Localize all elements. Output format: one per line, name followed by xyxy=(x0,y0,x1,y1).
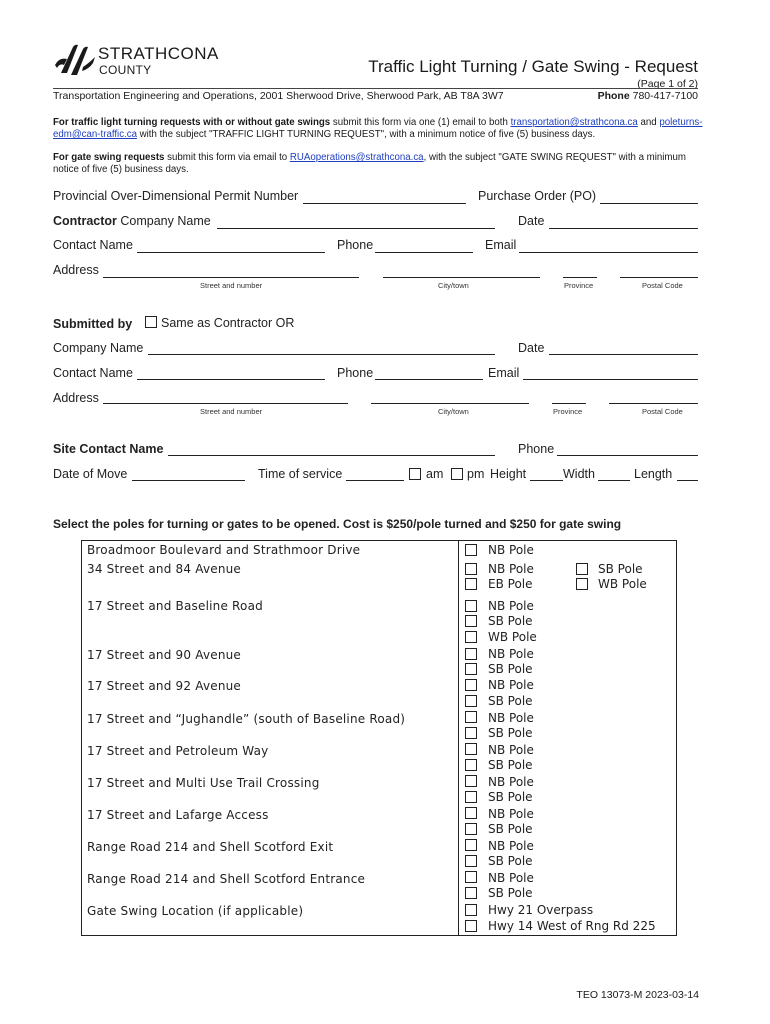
email-link-poleturns[interactable]: poleturns-edm@can-traffic.ca xyxy=(53,117,703,140)
checkbox-shell-entrance-nb[interactable] xyxy=(465,871,477,883)
submitter-address-label: Address xyxy=(53,391,99,405)
checkbox-34st-nb[interactable] xyxy=(465,563,477,575)
checkbox-broadmoor-nb[interactable] xyxy=(465,544,477,556)
height-field[interactable] xyxy=(530,480,563,481)
location-rr214-shell-exit: Range Road 214 and Shell Scotford Exit xyxy=(87,840,334,854)
checkbox-90ave-sb[interactable] xyxy=(465,663,477,675)
contractor-province-caption: Province xyxy=(564,281,594,290)
poles-table-divider xyxy=(458,541,459,935)
county-logo xyxy=(53,43,223,79)
checkbox-jughandle-sb[interactable] xyxy=(465,727,477,739)
location-17st-trail: 17 Street and Multi Use Trail Crossing xyxy=(87,776,320,790)
instructions-gate-bold: For gate swing requests xyxy=(53,152,165,163)
submitter-postal-field[interactable] xyxy=(609,403,698,404)
checkbox-shell-exit-sb[interactable] xyxy=(465,855,477,867)
location-34st-84ave: 34 Street and 84 Avenue xyxy=(87,562,242,576)
same-as-contractor-label: Same as Contractor OR xyxy=(161,316,295,330)
checkbox-trail-nb[interactable] xyxy=(465,775,477,787)
checkbox-trail-sb[interactable] xyxy=(465,791,477,803)
same-as-contractor-checkbox[interactable] xyxy=(145,316,157,328)
option-92ave-sb: SB Pole xyxy=(488,694,533,708)
option-lafarge-nb: NB Pole xyxy=(488,807,534,821)
option-shell-exit-sb: SB Pole xyxy=(488,854,533,868)
option-baseline-nb: NB Pole xyxy=(488,599,534,613)
contractor-address-label: Address xyxy=(53,263,99,277)
strathcona-logo-mark-icon xyxy=(53,43,97,77)
logo-line1: STRATHCONA xyxy=(98,44,219,63)
option-lafarge-sb: SB Pole xyxy=(488,822,533,836)
instructions-traffic-text-a: submit this form via one (1) email to both xyxy=(330,117,511,128)
contractor-street-caption: Street and number xyxy=(200,281,263,290)
site-contact-label: Site Contact Name xyxy=(53,442,164,456)
location-gate-swing: Gate Swing Location (if applicable) xyxy=(87,904,304,918)
instructions-gate-text-b: , with the subject "GATE SWING REQUEST" with a minimum notice of five (5) business days. xyxy=(53,152,686,175)
submitter-contact-label: Contact Name xyxy=(53,366,133,380)
option-baseline-sb: SB Pole xyxy=(488,614,533,628)
checkbox-34st-eb[interactable] xyxy=(465,578,477,590)
submitter-company-field[interactable] xyxy=(148,354,495,355)
submitter-city-field[interactable] xyxy=(371,403,529,404)
checkbox-90ave-nb[interactable] xyxy=(465,648,477,660)
submitter-company-label: Company Name xyxy=(53,341,144,355)
date-of-move-label: Date of Move xyxy=(53,467,128,481)
contractor-phone-label: Phone xyxy=(337,238,374,252)
contractor-company-name-label: Company Name xyxy=(116,214,211,228)
permit-number-field[interactable] xyxy=(303,203,466,204)
location-rr214-shell-entrance: Range Road 214 and Shell Scotford Entrance xyxy=(87,872,366,886)
option-shell-entrance-sb: SB Pole xyxy=(488,886,533,900)
checkbox-shell-exit-nb[interactable] xyxy=(465,839,477,851)
option-shell-entrance-nb: NB Pole xyxy=(488,871,534,885)
width-label: Width xyxy=(563,467,595,481)
option-90ave-sb: SB Pole xyxy=(488,662,533,676)
contractor-street-field[interactable] xyxy=(103,277,359,278)
option-92ave-nb: NB Pole xyxy=(488,678,534,692)
location-17st-90ave: 17 Street and 90 Avenue xyxy=(87,648,242,662)
permit-number-label: Provincial Over-Dimensional Permit Number xyxy=(53,189,299,203)
checkbox-petroleum-sb[interactable] xyxy=(465,759,477,771)
checkbox-jughandle-nb[interactable] xyxy=(465,711,477,723)
am-label: am xyxy=(426,467,444,481)
width-field[interactable] xyxy=(598,480,630,481)
submitter-email-label: Email xyxy=(488,366,520,380)
instructions-traffic-bold: For traffic light turning requests with or without gate swings xyxy=(53,117,331,128)
option-broadmoor-nb: NB Pole xyxy=(488,543,534,557)
contractor-postal-field[interactable] xyxy=(620,277,698,278)
location-17st-baseline: 17 Street and Baseline Road xyxy=(87,599,263,613)
form-title: Traffic Light Turning / Gate Swing - Request xyxy=(368,57,698,76)
checkbox-baseline-nb[interactable] xyxy=(465,600,477,612)
checkbox-92ave-sb[interactable] xyxy=(465,695,477,707)
contractor-date-label: Date xyxy=(518,214,545,228)
site-contact-field[interactable] xyxy=(168,455,495,456)
contractor-postal-caption: Postal Code xyxy=(642,281,683,290)
instructions-traffic xyxy=(53,117,703,141)
time-of-service-field[interactable] xyxy=(346,480,404,481)
email-link-transportation[interactable]: transportation@strathcona.ca xyxy=(510,117,638,128)
page-indicator: (Page 1 of 2) xyxy=(637,78,698,90)
header-phone-label: Phone xyxy=(597,90,630,102)
option-jughandle-sb: SB Pole xyxy=(488,726,533,740)
option-trail-sb: SB Pole xyxy=(488,790,533,804)
location-17st-petroleum: 17 Street and Petroleum Way xyxy=(87,744,269,758)
contractor-phone-field[interactable] xyxy=(375,252,473,253)
poles-heading: Select the poles for turning or gates to be opened. Cost is $250/pole turned and $250 for gate swing xyxy=(53,517,622,531)
submitter-date-label: Date xyxy=(518,341,545,355)
option-hwy14-west: Hwy 14 West of Rng Rd 225 xyxy=(488,919,656,933)
header-rule xyxy=(53,88,698,89)
pm-label: pm xyxy=(467,467,485,481)
option-petroleum-sb: SB Pole xyxy=(488,758,533,772)
submitter-city-caption: City/town xyxy=(438,407,469,416)
option-34st-wb: WB Pole xyxy=(598,577,647,591)
contractor-bold-label: Contractor xyxy=(53,214,117,228)
instructions-gate xyxy=(53,152,703,176)
contractor-email-field[interactable] xyxy=(519,252,698,253)
submitter-province-field[interactable] xyxy=(552,403,586,404)
location-broadmoor-strathmoor: Broadmoor Boulevard and Strathmoor Drive xyxy=(87,543,361,557)
checkbox-petroleum-nb[interactable] xyxy=(465,743,477,755)
instructions-traffic-text-b: and xyxy=(637,117,660,128)
submitter-street-field[interactable] xyxy=(103,403,348,404)
location-17st-jughandle: 17 Street and “Jughandle” (south of Baseline Road) xyxy=(87,712,406,726)
contractor-date-field[interactable] xyxy=(549,228,698,229)
pm-checkbox[interactable] xyxy=(451,468,463,480)
checkbox-lafarge-sb[interactable] xyxy=(465,823,477,835)
submitter-postal-caption: Postal Code xyxy=(642,407,683,416)
submitter-email-field[interactable] xyxy=(523,379,698,380)
contractor-province-field[interactable] xyxy=(563,277,597,278)
checkbox-baseline-sb[interactable] xyxy=(465,615,477,627)
length-label: Length xyxy=(634,467,673,481)
option-petroleum-nb: NB Pole xyxy=(488,743,534,757)
checkbox-baseline-wb[interactable] xyxy=(465,631,477,643)
purchase-order-label: Purchase Order (PO) xyxy=(478,189,597,203)
location-17st-92ave: 17 Street and 92 Avenue xyxy=(87,679,242,693)
site-phone-label: Phone xyxy=(518,442,555,456)
instructions-traffic-text-c: with the subject "TRAFFIC LIGHT TURNING REQUEST", with a minimum notice of five (5) business days. xyxy=(136,129,596,140)
checkbox-hwy21-overpass[interactable] xyxy=(465,904,477,916)
option-90ave-nb: NB Pole xyxy=(488,647,534,661)
checkbox-lafarge-nb[interactable] xyxy=(465,807,477,819)
instructions-gate-text-a: submit this form via email to xyxy=(164,152,290,163)
checkbox-shell-entrance-sb[interactable] xyxy=(465,887,477,899)
submitter-street-caption: Street and number xyxy=(200,407,263,416)
contractor-city-caption: City/town xyxy=(438,281,469,290)
option-baseline-wb: WB Pole xyxy=(488,630,537,644)
date-of-move-field[interactable] xyxy=(132,480,245,481)
submitter-date-field[interactable] xyxy=(549,354,698,355)
option-34st-nb: NB Pole xyxy=(488,562,534,576)
option-34st-sb: SB Pole xyxy=(598,562,643,576)
form-code: TEO 13073-M 2023-03-14 xyxy=(576,989,699,1001)
header-phone-number: 780-417-7100 xyxy=(632,90,698,102)
submitted-by-label: Submitted by xyxy=(53,317,133,331)
site-phone-field[interactable] xyxy=(557,455,698,456)
contractor-company-label xyxy=(53,214,211,228)
checkbox-hwy14-west[interactable] xyxy=(465,920,477,932)
contractor-company-field[interactable] xyxy=(217,228,495,229)
height-label: Height xyxy=(490,467,527,481)
checkbox-34st-wb[interactable] xyxy=(576,578,588,590)
am-checkbox[interactable] xyxy=(409,468,421,480)
contractor-email-label: Email xyxy=(485,238,517,252)
option-trail-nb: NB Pole xyxy=(488,775,534,789)
contractor-contact-label: Contact Name xyxy=(53,238,133,252)
submitter-contact-field[interactable] xyxy=(137,379,325,380)
checkbox-34st-sb[interactable] xyxy=(576,563,588,575)
length-field[interactable] xyxy=(677,480,698,481)
option-shell-exit-nb: NB Pole xyxy=(488,839,534,853)
contractor-contact-field[interactable] xyxy=(137,252,325,253)
checkbox-92ave-nb[interactable] xyxy=(465,679,477,691)
option-34st-eb: EB Pole xyxy=(488,577,533,591)
email-link-ruaoperations[interactable]: RUAoperations@strathcona.ca xyxy=(289,152,424,163)
submitter-phone-field[interactable] xyxy=(375,379,483,380)
option-hwy21-overpass: Hwy 21 Overpass xyxy=(488,903,594,917)
department-address: Transportation Engineering and Operations, 2001 Sherwood Drive, Sherwood Park, AB T8A 3W7 xyxy=(53,90,504,102)
location-17st-lafarge: 17 Street and Lafarge Access xyxy=(87,808,269,822)
contractor-city-field[interactable] xyxy=(383,277,540,278)
purchase-order-field[interactable] xyxy=(600,203,698,204)
header-phone xyxy=(598,90,698,102)
submitter-phone-label: Phone xyxy=(337,366,374,380)
option-jughandle-nb: NB Pole xyxy=(488,711,534,725)
time-of-service-label: Time of service xyxy=(258,467,343,481)
submitter-province-caption: Province xyxy=(553,407,583,416)
logo-line2: COUNTY xyxy=(99,63,152,77)
